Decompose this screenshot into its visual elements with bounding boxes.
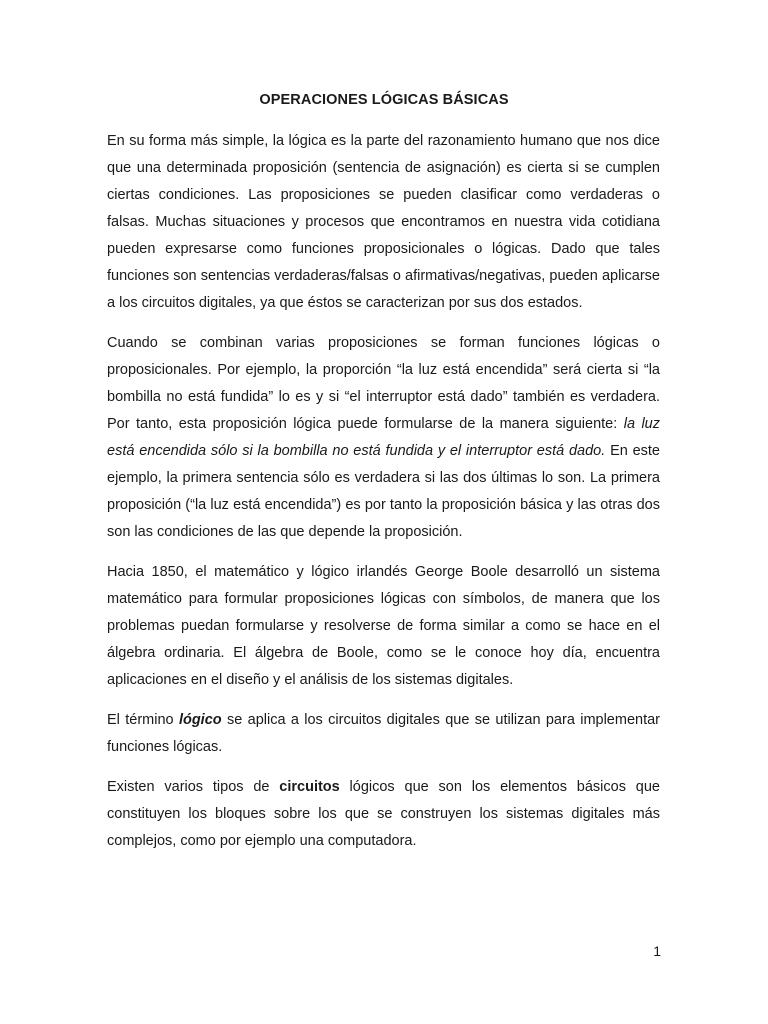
paragraph-5	[107, 774, 660, 855]
paragraph-4-text-start: El término	[107, 712, 179, 728]
paragraph-2-text-start: Cuando se combinan varias proposiciones se forman funciones lógicas o proposicionales. Por ejemplo, la proporción “la luz está encendida” será cierta si “la bombilla no está fundida” lo es y si “el interruptor está dado” también es verdadera. Por tanto, esta proposición lógica puede formularse de la manera siguiente:	[107, 335, 660, 432]
paragraph-5-bold-term: circuitos	[279, 779, 340, 795]
paragraph-4-text-end: se aplica a los circuitos digitales que se utilizan para implementar funciones lógicas.	[107, 712, 660, 755]
paragraph-2	[107, 330, 660, 546]
paragraph-2-italic-example: la luz está encendida sólo si la bombilla no está fundida y el interruptor está dado.	[107, 416, 660, 459]
paragraph-2-text-end: En este ejemplo, la primera sentencia sólo es verdadera si las dos últimas lo son. La primera proposición (“la luz está encendida”) es por tanto la proposición básica y las otras dos son las condiciones de las que depende la proposición.	[107, 443, 660, 540]
paragraph-4-bold-italic-term: lógico	[178, 712, 222, 728]
paragraph-3: Hacia 1850, el matemático y lógico irlandés George Boole desarrolló un sistema matemático para formular proposiciones lógicas con símbolos, de manera que los problemas puedan formularse y resolverse de forma similar a como se hace en el álgebra ordinaria. El álgebra de Boole, como se le conoce hoy día, encuentra aplicaciones en el diseño y el análisis de los sistemas digitales.	[107, 564, 660, 688]
document-body	[107, 128, 660, 868]
paragraph-5-text-end: lógicos que son los elementos básicos que constituyen los bloques sobre los que se construyen los sistemas digitales más complejos, como por ejemplo una computadora.	[107, 779, 660, 849]
paragraph-1: En su forma más simple, la lógica es la parte del razonamiento humano que nos dice que una determinada proposición (sentencia de asignación) es cierta si se cumplen ciertas condiciones. Las proposiciones se pueden clasificar como verdaderas o falsas. Muchas situaciones y procesos que encontramos en nuestra vida cotidiana pueden expresarse como funciones proposicionales o lógicas. Dado que tales funciones son sentencias verdaderas/falsas o afirmativas/negativas, pueden aplicarse a los circuitos digitales, ya que éstos se caracterizan por sus dos estados.	[107, 133, 660, 311]
page-number: 1	[653, 943, 661, 959]
paragraph-5-text-start: Existen varios tipos de	[107, 779, 280, 795]
page-title: OPERACIONES LÓGICAS BÁSICAS	[259, 92, 509, 108]
paragraph-4	[107, 707, 660, 761]
